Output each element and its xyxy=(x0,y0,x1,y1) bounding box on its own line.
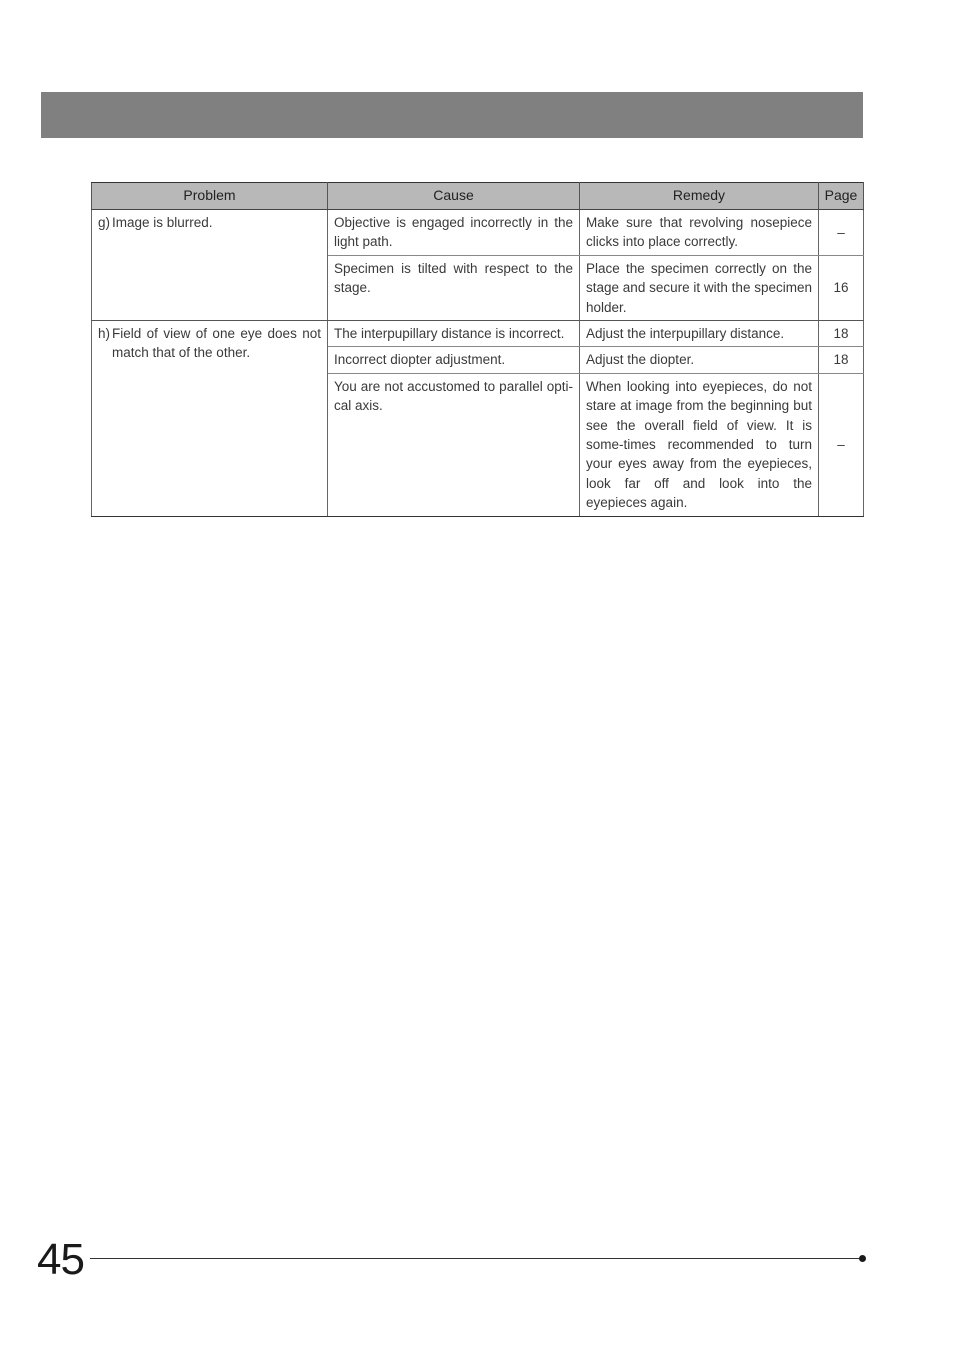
page-cell: – xyxy=(819,373,864,516)
problem-item xyxy=(98,324,321,363)
column-header-problem: Problem xyxy=(92,183,328,210)
cause-cell: Specimen is tilted with respect to the stage. xyxy=(328,255,580,320)
page-cell: 18 xyxy=(819,347,864,373)
column-header-cause: Cause xyxy=(328,183,580,210)
remedy-cell: When looking into eyepieces, do not stare at image from the beginning but see the overall field of view. It is some-times recommended to turn your eyes away from the eyepieces, look far off and look into the eyepieces again. xyxy=(580,373,819,516)
problem-marker: h) xyxy=(98,326,111,342)
cause-cell: Incorrect diopter adjustment. xyxy=(328,347,580,373)
page-cell: 16 xyxy=(819,255,864,320)
page-cell: – xyxy=(819,210,864,256)
problem-text: Field of view of one eye does not match that of the other. xyxy=(112,326,321,361)
section-header-band xyxy=(41,92,863,138)
remedy-cell: Place the specimen correctly on the stage and secure it with the specimen holder. xyxy=(580,255,819,320)
page-cell: 18 xyxy=(819,321,864,347)
remedy-cell: Make sure that revolving nosepiece clicks into place correctly. xyxy=(580,210,819,256)
column-header-remedy: Remedy xyxy=(580,183,819,210)
cause-cell: You are not accustomed to parallel opti-cal axis. xyxy=(328,373,580,516)
table-header-row xyxy=(92,183,864,210)
problem-cell xyxy=(92,321,328,517)
table-row xyxy=(92,210,864,256)
table-row xyxy=(92,321,864,347)
page-number: 45 xyxy=(37,1235,84,1284)
problem-marker: g) xyxy=(98,215,111,230)
remedy-cell: Adjust the interpupillary distance. xyxy=(580,321,819,347)
problem-text: Image is blurred. xyxy=(112,215,213,230)
footer-rule xyxy=(90,1258,860,1259)
footer-dot xyxy=(859,1255,866,1262)
troubleshooting-table xyxy=(91,182,864,517)
problem-cell xyxy=(92,210,328,321)
problem-item xyxy=(98,213,321,232)
remedy-cell: Adjust the diopter. xyxy=(580,347,819,373)
cause-cell: Objective is engaged incorrectly in the light path. xyxy=(328,210,580,256)
column-header-page: Page xyxy=(819,183,864,210)
cause-cell: The interpupillary distance is incorrect. xyxy=(328,321,580,347)
